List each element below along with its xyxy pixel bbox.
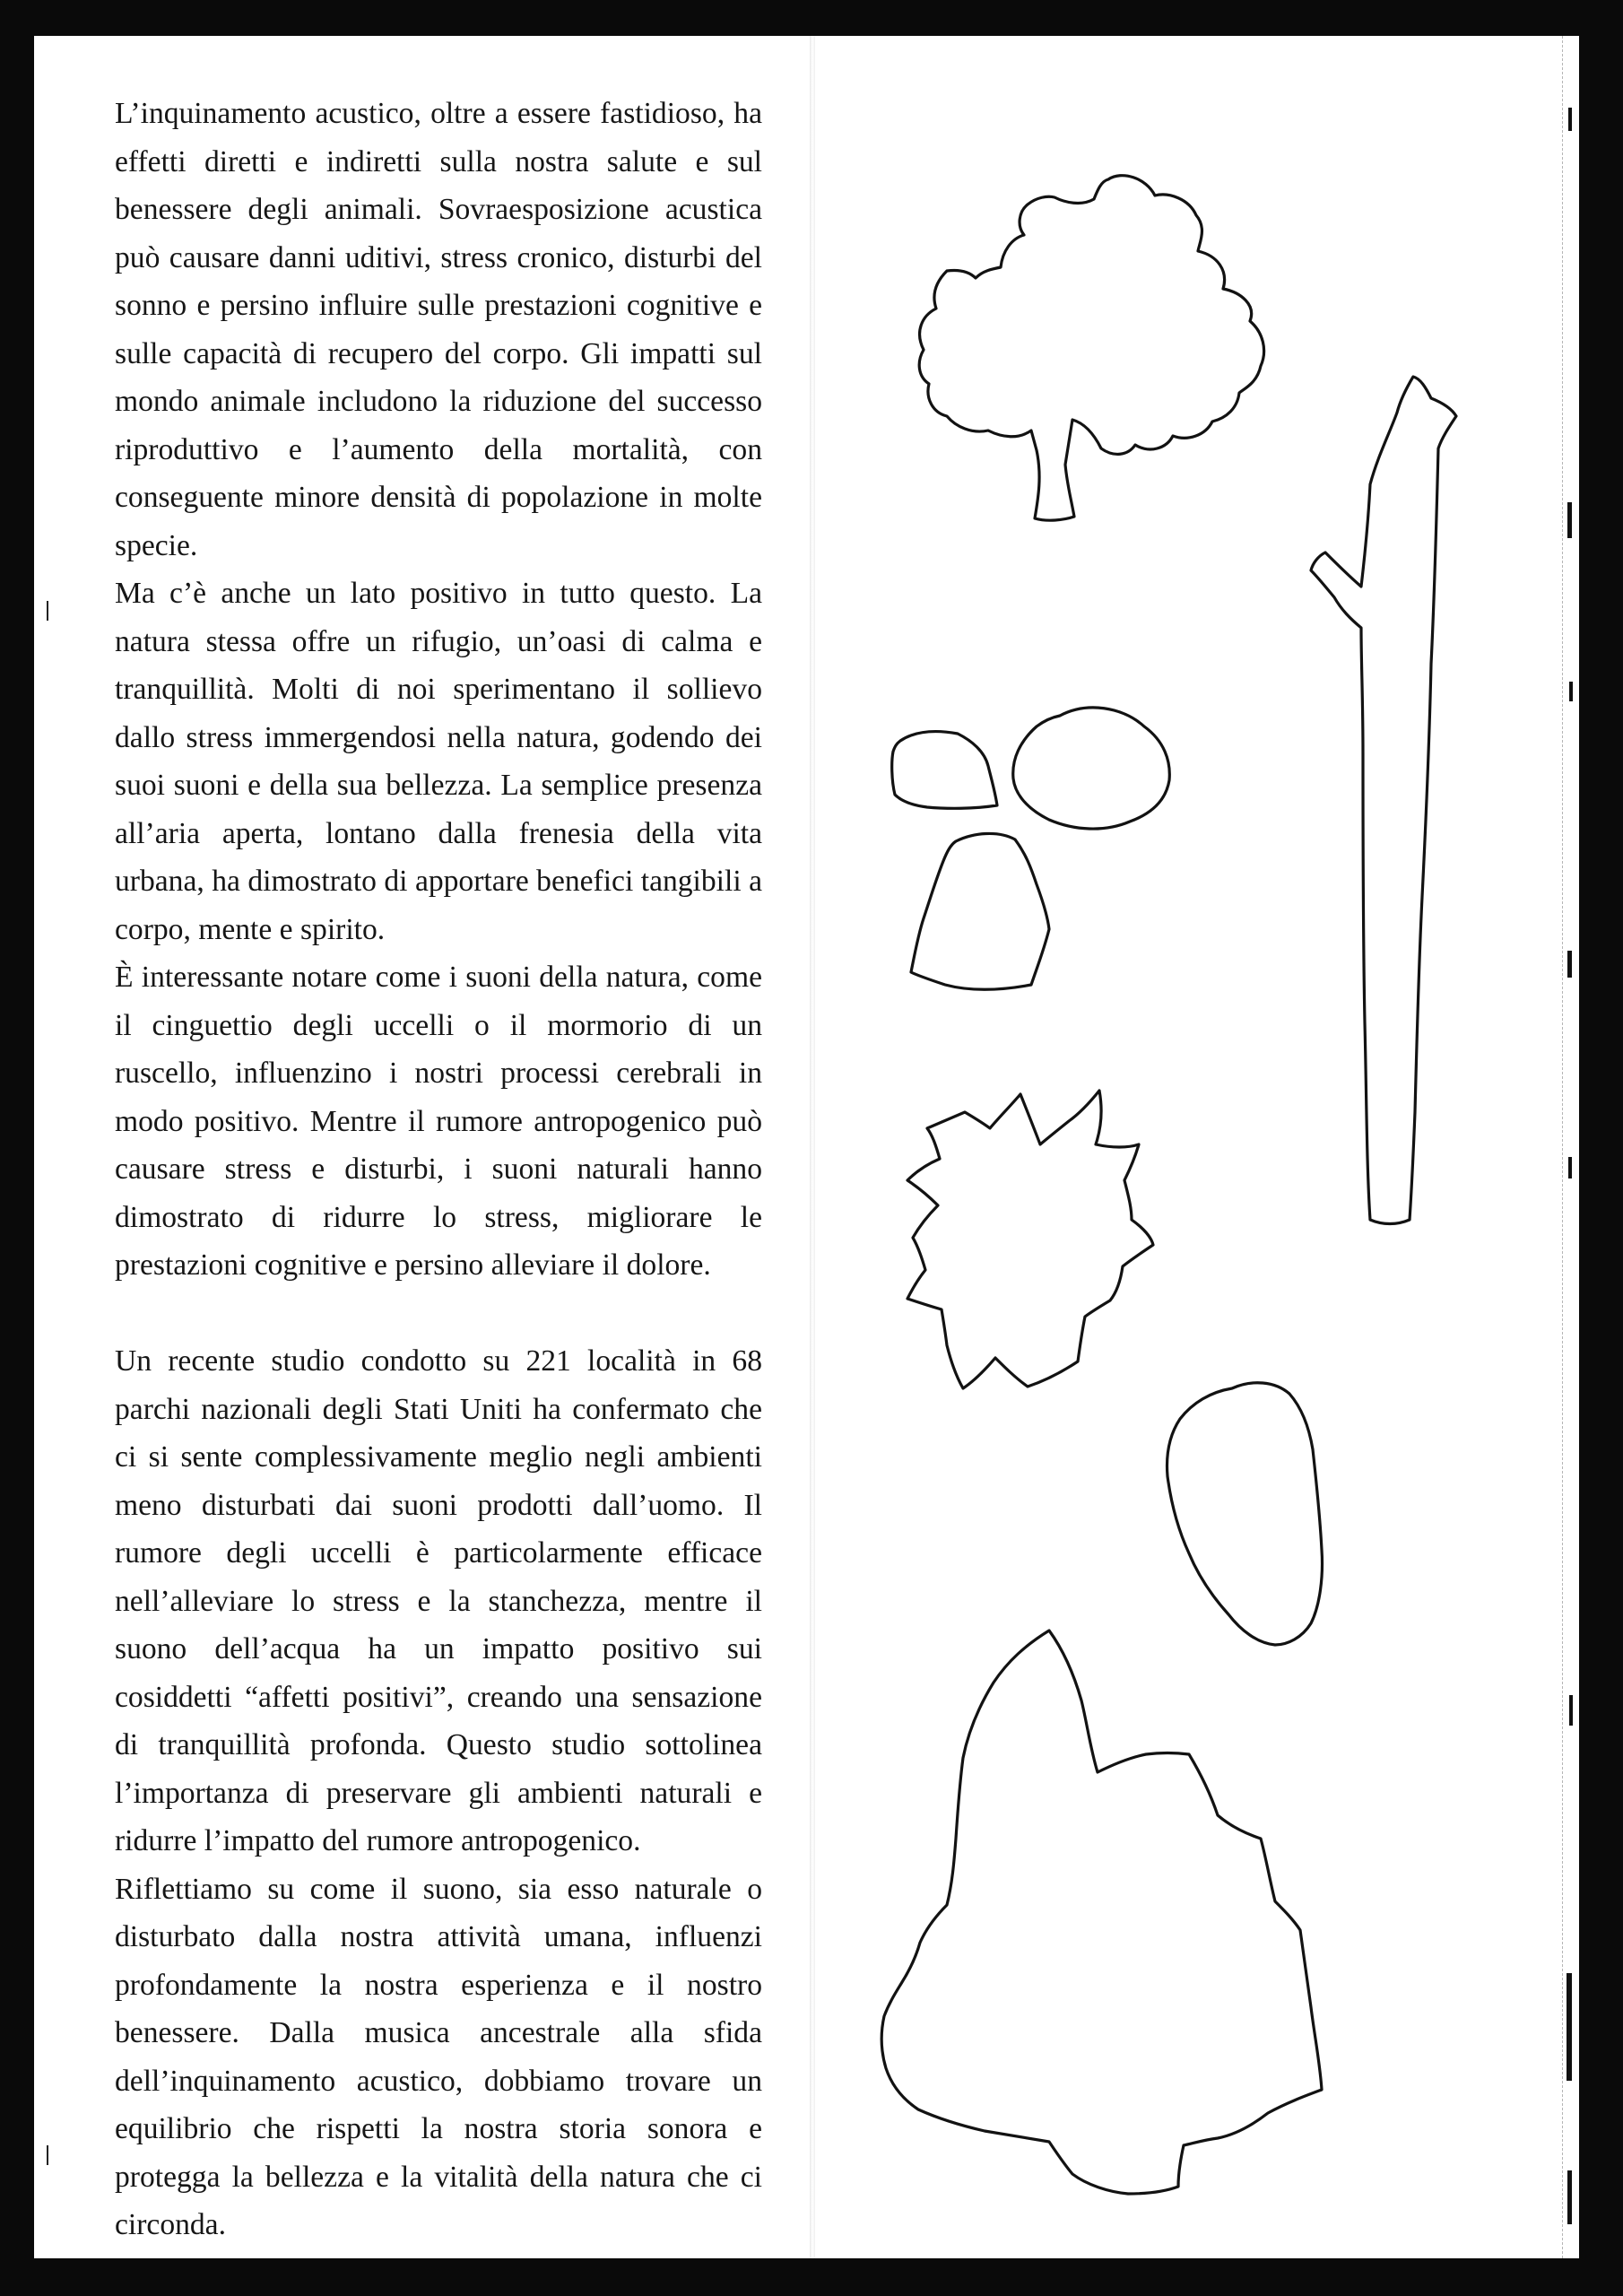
leaf-outline-icon xyxy=(907,1091,1153,1388)
large-rock-outline-icon xyxy=(881,1631,1322,2194)
paragraph: Un recente studio condotto su 221 località in 68 parchi nazionali degli Stati Uniti ha confermato che ci si sente complessivamente meglio negli ambienti meno disturbati dai suoni prodotti dall’uomo. Il rumore degli uccelli è particolarmente efficace nell’alleviare lo stress e la stanchezza, mentre il suono dell’acqua ha un impatto positivo sui cosiddetti “affetti positivi”, creando una sensazione di tranquillità profonda. Questo studio sottolinea l’importanza di preservare gli ambienti naturali e ridurre l’impatto del rumore antropogenico. xyxy=(115,1344,762,1857)
elongated-stone-outline-icon xyxy=(1167,1383,1323,1645)
margin-mark xyxy=(47,2145,48,2165)
paragraph: Ma c’è anche un lato positivo in tutto questo. La natura stessa offre un rifugio, un’oasi di calma e tranquillità. Molti di noi sperimentano il sollievo dallo stress immergendosi nella natura, godendo dei suoi suoni e della sua bellezza. La semplice presenza all’aria aperta, lontano dalla frenesia della vita urbana, ha dimostrato di apportare benefici tangibili a corpo, mente e spirito. xyxy=(115,577,762,946)
article-text xyxy=(115,90,762,2249)
margin-mark xyxy=(47,601,48,621)
oval-stone-outline-icon xyxy=(1013,708,1170,829)
tree-outline-icon xyxy=(919,176,1263,520)
paragraph: L’inquinamento acustico, oltre a essere fastidioso, ha effetti diretti e indiretti sulla nostra salute e sul benessere degli animali. Sovraesposizione acustica può causare danni uditivi, stress cronico, disturbi del sonno e persino influire sulle prestazioni cognitive e sulle capacità di recupero del corpo. Gli impatti sul mondo animale includono la riduzione del successo riproduttivo e l’aumento della mortalità, con conseguente minore densità di popolazione in molte specie. xyxy=(115,97,762,562)
paragraph: È interessante notare come i suoni della natura, come il cinguettio degli uccelli o il mormorio di un ruscello, influenzino i nostri processi cerebrali in modo positivo. Mentre il rumore antropogenico può causare stress e disturbi, i suoni naturali hanno dimostrato di ridurre lo stress, migliorare le prestazioni cognitive e persino alleviare il dolore. xyxy=(115,961,762,1282)
pointed-stone-outline-icon xyxy=(911,833,1049,989)
small-stone-outline-icon xyxy=(892,732,997,809)
branch-outline-icon xyxy=(1311,377,1456,1224)
paragraph: Riflettiamo su come il suono, sia esso naturale o disturbato dalla nostra attività umana, influenzi profondamente la nostra esperienza e il nostro benessere. Dalla musica ancestrale alla sfida dell’inquinamento acustico, dobbiamo trovare un equilibrio che rispetti la nostra storia sonora e protegga la bellezza e la vitalità della natura che ci circonda. xyxy=(115,1872,762,2241)
cutout-shapes xyxy=(812,36,1576,2258)
